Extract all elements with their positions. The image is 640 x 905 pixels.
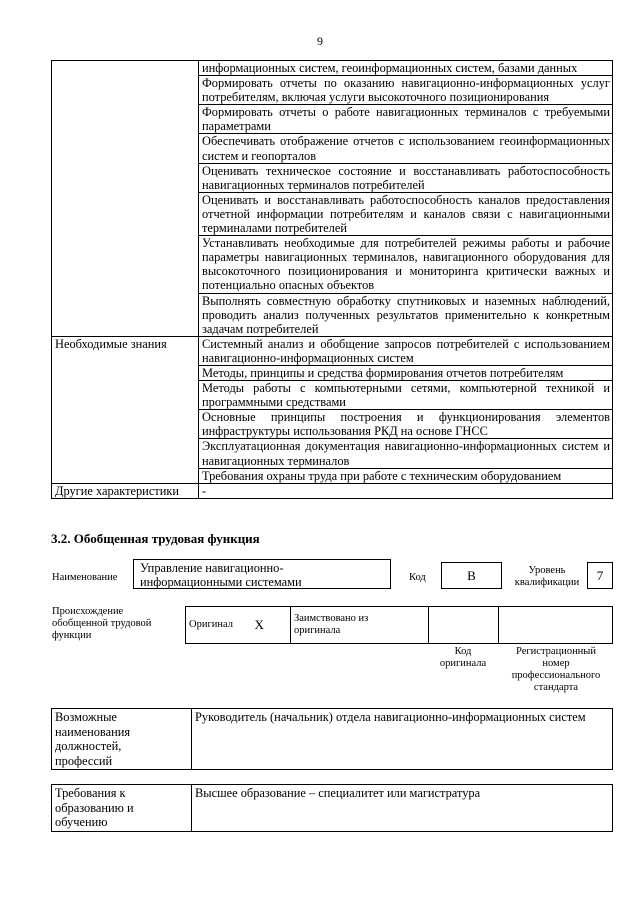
original-code-caption-line-1: Код (454, 646, 472, 657)
knowledge-row: Системный анализ и обобщение запросов потребителей с использованием навигационно-информационных систем (199, 336, 613, 365)
knowledge-row: Требования охраны труда при работе с техническим оборудованием (199, 468, 613, 483)
knowledge-row: Методы работы с компьютерными сетями, компьютерной техникой и программными средствами (199, 381, 613, 410)
skills-knowledge-table (51, 60, 613, 499)
borrowed-label-line-2: оригинала (294, 625, 341, 636)
knowledge-row: Основные принципы построения и функционирования элементов инфраструктуры использования РКД на основе ГНСС (199, 410, 613, 439)
skill-row: информационных систем, геоинформационных систем, базами данных (199, 61, 613, 76)
function-name-label: Наименование (52, 572, 118, 583)
original-mark: X (252, 607, 291, 644)
level-value-box: 7 (587, 562, 613, 589)
origin-label-line-1: Происхождение (52, 606, 124, 617)
original-label: Оригинал (186, 607, 252, 644)
registration-number-caption (500, 646, 612, 694)
registration-caption-line-3: профессионального (511, 670, 601, 681)
function-name-line-2: информационными системами (140, 574, 302, 589)
registration-caption-line-1: Регистрационный (516, 646, 596, 657)
level-label-line-2: квалификации (514, 577, 580, 588)
skill-row: Обеспечивать отображение отчетов с использованием геоинформационных систем и геопорталов (199, 134, 613, 163)
function-name-line-1: Управление навигационно- (140, 561, 284, 575)
skill-row: Оценивать техническое состояние и восстанавливать работоспособность навигационных терминалов потребителей (199, 163, 613, 192)
knowledge-row: Методы, принципы и средства формирования отчетов потребителям (199, 365, 613, 380)
registration-caption-line-4: стандарта (533, 682, 579, 693)
origin-table (185, 606, 613, 644)
origin-label-line-3: функции (52, 630, 92, 641)
knowledge-label: Необходимые знания (52, 336, 199, 365)
code-label: Код (409, 572, 426, 583)
positions-label-line-2: наименования (55, 724, 131, 739)
education-label-line-2: образованию и (55, 800, 134, 815)
registration-number-cell (499, 607, 613, 644)
education-value: Высшее образование – специалитет или магистратура (192, 785, 613, 832)
positions-table (51, 708, 613, 770)
origin-label (52, 606, 151, 642)
positions-value: Руководитель (начальник) отдела навигационно-информационных систем (192, 709, 613, 770)
other-characteristics-value: - (199, 483, 613, 498)
other-characteristics-label: Другие характеристики (52, 483, 199, 498)
positions-label-line-4: профессий (55, 753, 113, 768)
education-label (52, 785, 192, 832)
section-title: 3.2. Обобщенная трудовая функция (51, 531, 260, 546)
level-label-line-1: Уровень (528, 565, 566, 576)
skill-row: Формировать отчеты о работе навигационных терминалов с требуемыми параметрами (199, 105, 613, 134)
function-name-box (133, 559, 391, 589)
original-code-cell (429, 607, 499, 644)
skill-row: Выполнять совместную обработку спутниковых и наземных наблюдений, проводить анализ полученных результатов применительно к конкретным задачам потребителей (199, 293, 613, 336)
original-code-caption-line-2: оригинала (439, 658, 487, 669)
education-table (51, 784, 613, 832)
borrowed-label-line-1: Заимствовано из (294, 613, 369, 624)
positions-label-line-1: Возможные (55, 710, 117, 724)
education-label-line-1: Требования к (55, 786, 126, 800)
skill-row: Устанавливать необходимые для потребителей режимы работы и рабочие параметры навигационных терминалов, навигационного оборудования для высокоточного позиционирования и мониторинга критически важных и потенциально опасных объектов (199, 236, 613, 293)
skill-row: Оценивать и восстанавливать работоспособность каналов предоставления отчетной информации потребителям и каналов связи с навигационными терминалами потребителей (199, 192, 613, 235)
origin-label-line-2: обобщенной трудовой (52, 618, 152, 629)
original-code-caption (428, 646, 498, 670)
page-number: 9 (317, 34, 323, 48)
borrowed-label (291, 607, 429, 644)
education-label-line-3: обучению (55, 815, 108, 829)
code-value-box: B (441, 562, 502, 589)
knowledge-row: Эксплуатационная документация навигационно-информационных систем и навигационных терминалов (199, 439, 613, 468)
registration-caption-line-2: номер (542, 658, 570, 669)
positions-label (52, 709, 192, 770)
level-label (513, 565, 581, 589)
skill-row: Формировать отчеты по оказанию навигационно-информационных услуг потребителям, включая услуги высокоточного позиционирования (199, 76, 613, 105)
positions-label-line-3: должностей, (55, 739, 122, 753)
skills-label-cell (52, 61, 199, 76)
